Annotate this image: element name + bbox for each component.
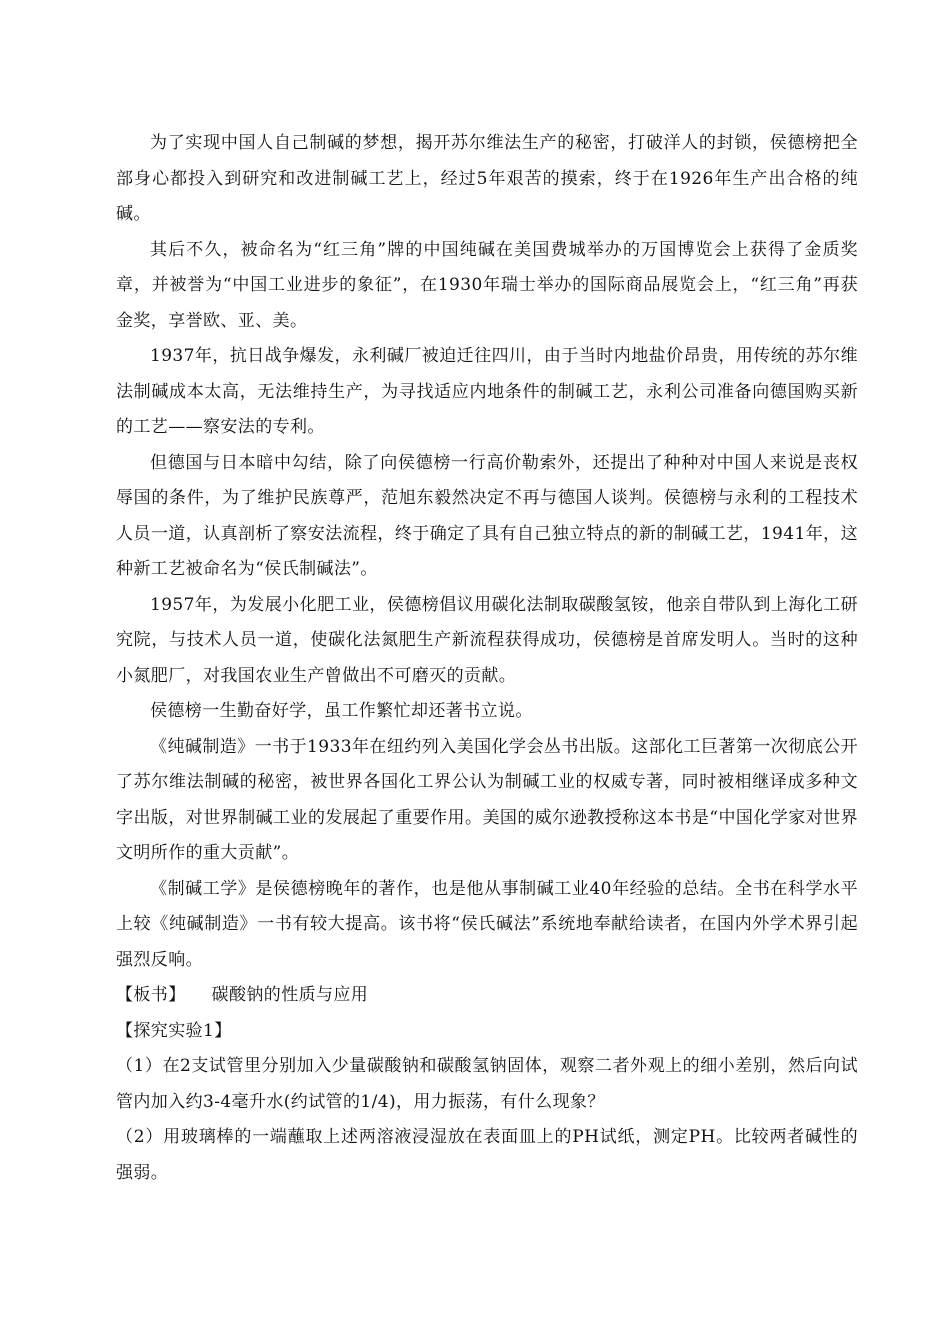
paragraph: 1937年，抗日战争爆发，永利碱厂被迫迁往四川，由于当时内地盐价昂贵，用传统的苏尔维法制碱成本太高，无法维持生产，为寻找适应内地条件的制碱工艺，永利公司准备向德国购买新的工艺——察安法的专利。 (116, 346, 858, 437)
paragraph: 侯德榜一生勤奋好学，虽工作繁忙却还著书立说。 (150, 701, 533, 721)
experiment-item: （2）用玻璃棒的一端蘸取上述两溶液浸湿放在表面皿上的PH试纸，测定PH。比较两者碱性的强弱。 (116, 1127, 858, 1183)
paragraph: 《制碱工学》是侯德榜晚年的著作，也是他从事制碱工业40年经验的总结。全书在科学水平上较《纯碱制造》一书有较大提高。该书将“侯氏碱法”系统地奉献给读者，在国内外学术界引起强烈反响。 (116, 878, 858, 970)
paragraph: 《纯碱制造》一书于1933年在纽约列入美国化学会丛书出版。这部化工巨著第一次彻底公开了苏尔维法制碱的秘密，被世界各国化工界公认为制碱工业的权威专著，同时被相继译成多种文字出版，对世界制碱工业的发展起了重要作用。美国的威尔逊教授称这本书是“中国化学家对世界文明所作的重大贡献”。 (116, 736, 858, 863)
experiment-heading: 【探究实验1】 (116, 1020, 232, 1041)
paragraph: 但德国与日本暗中勾结，除了向侯德榜一行高价勒索外，还提出了种种对中国人来说是丧权辱国的条件，为了维护民族尊严，范旭东毅然决定不再与德国人谈判。侯德榜与永利的工程技术人员一道，认真剖析了察安法流程，终于确定了具有自己独立特点的新的制碱工艺，1941年，这种新工艺被命名为“侯氏制碱法”。 (116, 452, 858, 579)
board-tag: 【板书】 (116, 985, 186, 1005)
board-heading (116, 978, 858, 1014)
paragraph: 其后不久，被命名为“红三角”牌的中国纯碱在美国费城举办的万国博览会上获得了金质奖章，并被誉为“中国工业进步的象征”，在1930年瑞士举办的国际商品展览会上，“红三角”再获金奖，享誉欧、亚、美。 (116, 239, 858, 331)
experiment-item: （1）在2支试管里分别加入少量碳酸钠和碳酸氢钠固体，观察二者外观上的细小差别，然后向试管内加入约3-4毫升水(约试管的1/4)，用力振荡，有什么现象？ (116, 1056, 858, 1112)
paragraph: 1957年，为发展小化肥工业，侯德榜倡议用碳化法制取碳酸氢铵，他亲自带队到上海化工研究院，与技术人员一道，使碳化法氮肥生产新流程获得成功，侯德榜是首席发明人。当时的这种小氮肥厂，对我国农业生产曾做出不可磨灭的贡献。 (116, 594, 858, 686)
board-text: 碳酸钠的性质与应用 (211, 985, 369, 1005)
paragraph: 为了实现中国人自己制碱的梦想，揭开苏尔维法生产的秘密，打破洋人的封锁，侯德榜把全部身心都投入到研究和改进制碱工艺上，经过5年艰苦的摸索，终于在1926年生产出合格的纯碱。 (116, 133, 858, 224)
document-page (116, 126, 858, 1191)
